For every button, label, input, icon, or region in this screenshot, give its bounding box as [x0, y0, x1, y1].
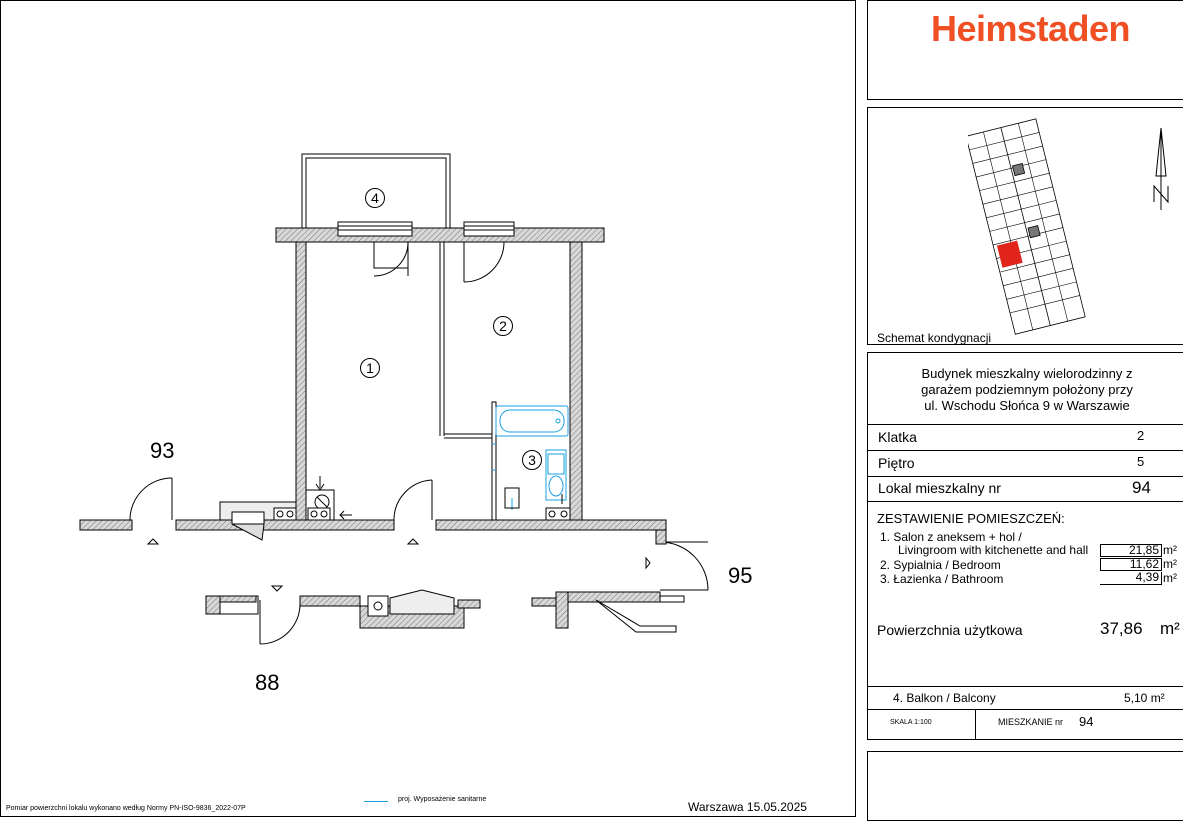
lokal-value: 94 — [1132, 478, 1151, 497]
neighbor-unit-95: 95 — [728, 563, 753, 588]
building-description-line-3: ul. Wschodu Słońca 9 w Warszawie — [924, 398, 1130, 413]
room-3-line: 3. Łazienka / Bathroom — [880, 572, 1004, 586]
rooms-header: ZESTAWIENIE POMIESZCZEŃ: — [877, 511, 1065, 526]
divider — [867, 476, 1183, 477]
scale-label: SKALA 1:100 — [890, 719, 932, 726]
apartment-number: 94 — [1079, 714, 1094, 729]
divider — [867, 424, 1183, 425]
door-swings — [130, 242, 708, 644]
divider-vertical — [975, 709, 976, 740]
room-1-unit: m² — [1163, 543, 1177, 557]
interior-walls — [296, 242, 582, 520]
klatka-value: 2 — [1137, 428, 1145, 443]
exterior-wall-top — [276, 222, 604, 242]
divider — [867, 709, 1183, 710]
total-area-value: 37,86 — [1100, 619, 1143, 638]
pietro-label: Piętro — [878, 455, 915, 471]
pietro-value: 5 — [1137, 454, 1145, 469]
balcony-value: 5,10 m² — [1124, 691, 1165, 705]
room-1-area: 21,85 — [1100, 544, 1162, 557]
room-2-unit: m² — [1163, 557, 1177, 571]
room-1-line-2: Livingroom with kitchenette and hall — [898, 543, 1089, 557]
entrance-markers — [148, 539, 650, 591]
measurement-note: Pomiar powierzchni lokalu wykonano według Normy PN-ISO-9836_2022-07P — [6, 805, 246, 812]
room-3-area: 4,39 — [1100, 572, 1162, 585]
building-description-line-2: garażem podziemnym położony przy — [921, 382, 1133, 397]
room-label-balcony: 4 — [365, 188, 385, 208]
legend-line — [364, 801, 388, 802]
room-2-area: 11,62 — [1100, 558, 1162, 571]
key-plan-caption: Schemat kondygnacji — [877, 331, 992, 345]
room-label-bedroom: 2 — [493, 316, 513, 336]
total-area-label: Powierzchnia użytkowa — [877, 622, 1023, 638]
room-2-line: 2. Sypialnia / Bedroom — [880, 558, 1001, 572]
place-date: Warszawa 15.05.2025 — [688, 800, 807, 814]
divider — [867, 686, 1183, 687]
apartment-label: MIESZKANIE nr — [998, 717, 1064, 727]
neighbor-unit-93: 93 — [150, 438, 175, 463]
balcony-label: 4. Balkon / Balcony — [893, 691, 996, 705]
room-label-bathroom: 3 — [522, 450, 542, 470]
bottom-empty-box — [867, 751, 1183, 821]
room-3-unit: m² — [1163, 571, 1177, 585]
legend-text: proj. Wyposażenie sanitarne — [398, 796, 487, 803]
north-arrow-icon — [1150, 126, 1172, 212]
key-plan-drawing — [968, 118, 1088, 338]
divider — [867, 450, 1183, 451]
klatka-label: Klatka — [878, 429, 917, 445]
brand-logo: Heimstaden — [930, 8, 1131, 49]
divider — [867, 501, 1183, 502]
lokal-label: Lokal mieszkalny nr — [878, 480, 1001, 496]
total-area-unit: m² — [1160, 619, 1180, 638]
room-label-living: 1 — [360, 358, 380, 378]
neighbor-unit-88: 88 — [255, 670, 280, 695]
lower-structure — [206, 590, 684, 632]
room-1-line-1: 1. Salon z aneksem + hol / — [880, 530, 1022, 544]
building-description-line-1: Budynek mieszkalny wielorodzinny z — [921, 366, 1133, 381]
